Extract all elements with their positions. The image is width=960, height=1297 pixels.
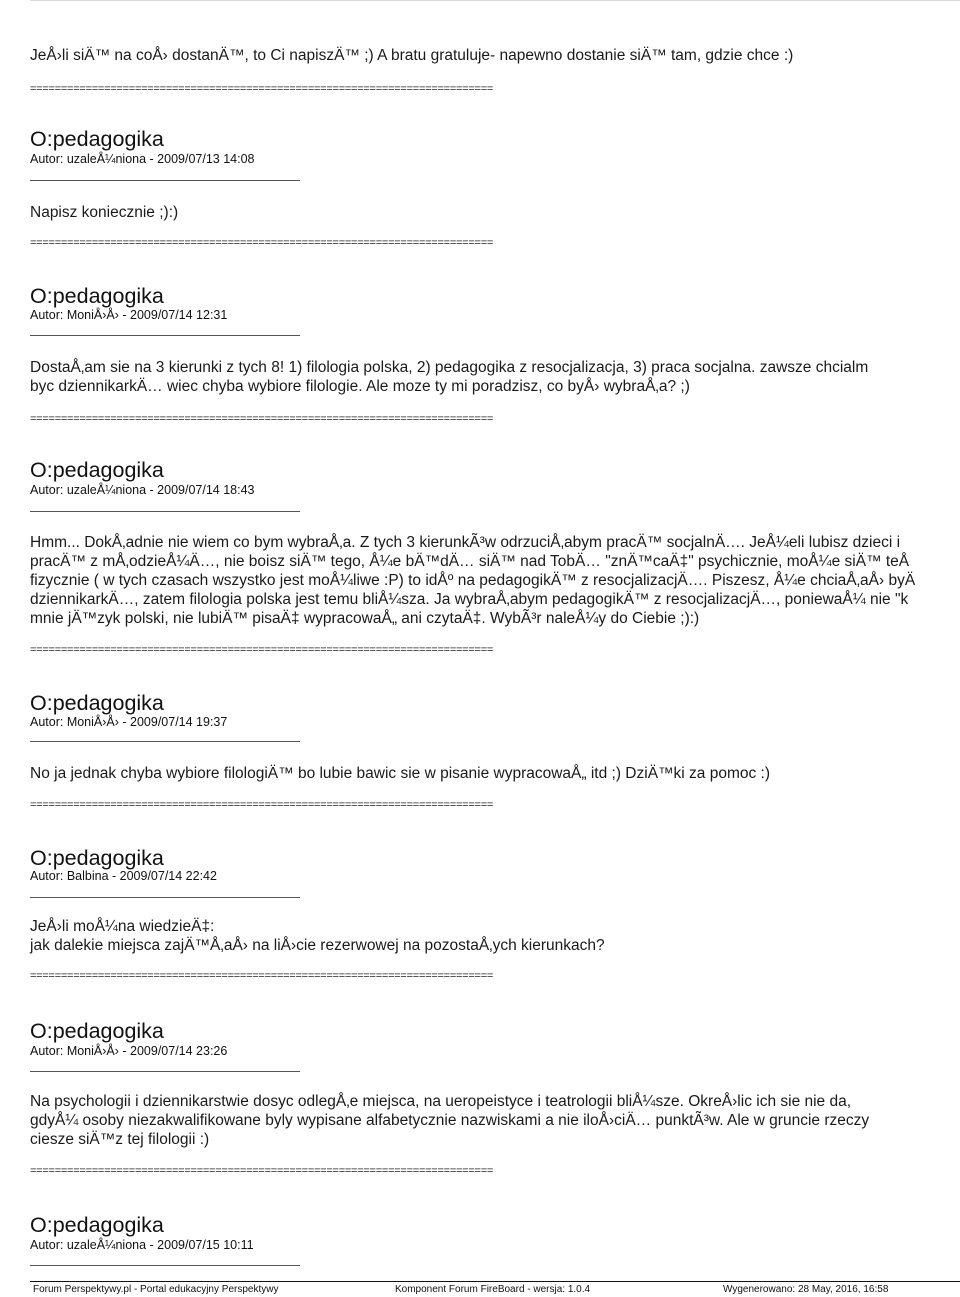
post-body-line: DostaÅ‚am sie na 3 kierunki z tych 8! 1) filologia polska, 2) pedagogika z resocjalizacja, 3) praca socjalna. zawsze chcialm — [30, 359, 869, 376]
post-separator: =========================================================================== — [30, 799, 494, 811]
post-separator: =========================================================================== — [30, 970, 494, 982]
post-meta: Autor: uzaleÅ¼niona - 2009/07/14 18:43 — [30, 483, 255, 497]
post-title: O:pedagogika — [30, 127, 164, 151]
post-meta: Autor: MoniÅ›Å› - 2009/07/14 19:37 — [30, 715, 228, 729]
post-meta: Autor: Balbina - 2009/07/14 22:42 — [30, 869, 217, 883]
post-title: O:pedagogika — [30, 1019, 164, 1043]
post-divider — [30, 1265, 300, 1266]
post-body-line: mnie jÄ™zyk polski, nie lubiÄ™ pisaÄ‡ wypracowaÅ„ ani czytaÄ‡. WybÃ³r naleÅ¼y do Ciebie ;):) — [30, 610, 700, 627]
post-title: O:pedagogika — [30, 284, 164, 308]
footer-rule — [30, 1281, 960, 1282]
post-divider — [30, 335, 300, 336]
post-body-line: JeÅ›li moÅ¼na wiedzieÄ‡: — [30, 918, 215, 935]
post-separator: =========================================================================== — [30, 413, 494, 425]
post-meta: Autor: MoniÅ›Å› - 2009/07/14 12:31 — [30, 308, 228, 322]
post-separator: =========================================================================== — [30, 237, 494, 249]
post-body-line: dziennikarkÄ…, zatem filologia polska jest temu bliÅ¼sza. Ja wybraÅ‚abym pedagogikÄ™ z resocjalizacjÄ…, poniewaÅ¼ nie "k — [30, 591, 909, 608]
post-body-line: No ja jednak chyba wybiore filologiÄ™ bo lubie bawic sie w pisanie wypracowaÅ„ itd ;) DziÄ™ki za pomoc :) — [30, 765, 771, 782]
post-body-line: gdyÅ¼ osoby niezakwalifikowane byly wypisane alfabetycznie nazwiskami a nie iloÅ›ciÄ… punktÃ³w. Ale w gruncie rzeczy — [30, 1112, 870, 1129]
post-meta: Autor: MoniÅ›Å› - 2009/07/14 23:26 — [30, 1044, 228, 1058]
post-divider — [30, 897, 300, 898]
post-body-line: jak dalekie miejsca zajÄ™Å‚aÅ› na liÅ›cie rezerwowej na pozostaÅ‚ych kierunkach? — [30, 937, 605, 954]
post-title: O:pedagogika — [30, 846, 164, 870]
post-body-line: Hmm... DokÅ‚adnie nie wiem co bym wybraÅ‚a. Z tych 3 kierunkÃ³w odrzuciÅ‚abym pracÄ™ socjalnÄ…. JeÅ¼eli lubisz dzieci i — [30, 534, 901, 551]
post-title: O:pedagogika — [30, 691, 164, 715]
post-body-line: fizycznie ( w tych czasach wszystko jest moÅ¼liwe :P) to idÅº na pedagogikÄ™ z resocjalizacjÄ…. Piszesz, Å¼e chciaÅ‚aÅ› byÄ — [30, 572, 916, 589]
top-rule — [30, 0, 960, 1]
post-divider — [30, 180, 300, 181]
post-body-line: ciesze siÄ™z tej filologii :) — [30, 1131, 210, 1148]
post-separator: =========================================================================== — [30, 1165, 494, 1177]
post-title: O:pedagogika — [30, 458, 164, 482]
footer-generated-date: Wygenerowano: 28 May, 2016, 16:58 — [723, 1284, 889, 1295]
post-divider — [30, 1071, 300, 1072]
post-divider — [30, 511, 300, 512]
post-body-line: Napisz koniecznie ;):) — [30, 204, 179, 221]
post-meta: Autor: uzaleÅ¼niona - 2009/07/15 10:11 — [30, 1238, 254, 1252]
post-body-line: pracÄ™ z mÅ‚odzieÅ¼Ä…, nie boisz siÄ™ tego, Å¼e bÄ™dÄ… siÄ™ nad TobÄ… "znÄ™caÄ‡" psychicznie, moÅ¼e siÄ™ teÅ — [30, 553, 910, 570]
intro-text: JeÅ›li siÄ™ na coÅ› dostanÄ™, to Ci napiszÄ™ ;) A bratu gratuluje- napewno dostanie siÄ™ tam, gdzie chce :) — [30, 47, 794, 64]
post-meta: Autor: uzaleÅ¼niona - 2009/07/13 14:08 — [30, 152, 255, 166]
post-body-line: Na psychologii i dziennikarstwie dosyc odlegÅ‚e miejsca, na ueropeistyce i teatrologii bliÅ¼sze. OkreÅ›lic ich sie nie da, — [30, 1093, 852, 1110]
footer-site-link[interactable]: Forum Perspektywy.pl - Portal edukacyjny Perspektywy — [33, 1284, 279, 1295]
post-separator: =========================================================================== — [30, 83, 494, 95]
post-separator: =========================================================================== — [30, 644, 494, 656]
post-title: O:pedagogika — [30, 1213, 164, 1237]
post-divider — [30, 741, 300, 742]
post-body-line: byc dziennikarkÄ… wiec chyba wybiore filologie. Ale moze ty mi poradzisz, co byÅ› wybraÅ‚a? ;) — [30, 378, 690, 395]
footer-component-info: Komponent Forum FireBoard - wersja: 1.0.4 — [395, 1284, 591, 1295]
